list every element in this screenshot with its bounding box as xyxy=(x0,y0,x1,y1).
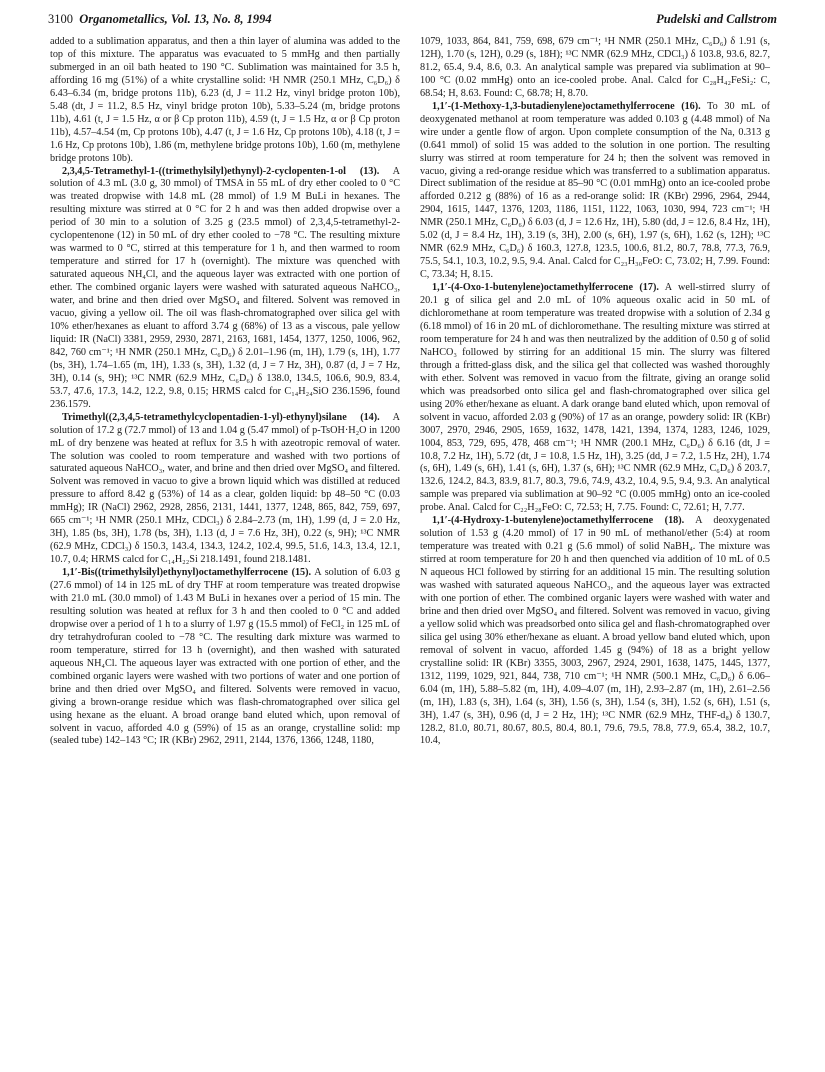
compound-heading: 1,1′-(4-Oxo-1-butenylene)octamethylferrocene (17). xyxy=(432,282,659,294)
running-header xyxy=(48,8,777,30)
paragraph: 1079, 1033, 864, 841, 759, 698, 679 cm⁻¹; ¹H NMR (250.1 MHz, C₆D₆) δ 1.91 (s, 12H), 1.70 (s, 12H), 0.29 (s, 18H); ¹³C NMR (62.9 MHz, CDCl₃) δ 103.8, 93.6, 82.7, 81.2, 65.4, 9.4, 8.6, 0.3. An analytical sample was prepared via sublimation at 90–100 °C (0.02 mmHg) onto an ice-cooled probe. Anal. Calcd for C₂₈H₄₂FeSi₂: C, 68.54; H, 8.63. Found: C, 68.78; H, 8.70. xyxy=(420,36,770,99)
paragraph xyxy=(50,567,400,748)
header-authors: Pudelski and Callstrom xyxy=(656,12,777,26)
compound-heading: 2,3,4,5-Tetramethyl-1-((trimethylsilyl)ethynyl)-2-cyclopenten-1-ol (13). xyxy=(62,165,380,177)
page-number: 3100 xyxy=(48,12,73,26)
paragraph xyxy=(420,515,770,748)
compound-heading: 1,1′-(4-Hydroxy-1-butenylene)octamethylferrocene (18). xyxy=(432,515,685,527)
paragraph: added to a sublimation apparatus, and then a thin layer of alumina was added to the top of this mixture. The apparatus was evacuated to 5 mmHg and then partially submerged in an oil bath heated to 190 °C. Sublimation was maintained for 3.5 h, affording 16 mg (51%) of a white crystalline solid: ¹H NMR (250.1 MHz, C₆D₆) δ 6.43–6.34 (m, bridge protons 11b), 6.23 (d, J = 11.2 Hz, vinyl bridge proton 10b), 5.48 (dt, J = 11.2, 8.5 Hz, vinyl bridge proton 10b), 5.33–5.24 (m, bridge protons 11b), 4.61 (t, J = 1.5 Hz, α or β Cp proton 11b), 4.59 (t, J = 1.5 Hz, α or β Cp proton 11b), 4.57–4.54 (m, Cp protons 10b), 4.47 (t, J = 1.6 Hz, Cp protons 10b), 4.18 (t, J = 1.6 Hz, Cp protons 10b), 1.86 (m, methylene bridge protons 10b), 1.60 (m, methylene bridge protons 10b). xyxy=(50,36,400,164)
journal-citation: Organometallics, Vol. 13, No. 8, 1994 xyxy=(79,12,272,26)
header-left xyxy=(48,12,272,27)
paragraph xyxy=(50,166,400,412)
paragraph-body: A solution of 17.2 g (72.7 mmol) of 13 and 1.04 g (5.47 mmol) of p-TsOH·H₂O in 1200 mL of dry benzene was heated at reflux for 3.5 h with azeotropic removal of water. The solution was cooled to room temperature and washed with two portions of saturated aqueous NaHCO₃, water, and brine and then dried over MgSO₄ and filtered. Solvent was removed in vacuo to give a brown liquid which was distilled at reduced pressure to afford 8.42 g (53%) of 14 as a clear, golden liquid: bp 48–50 °C (0.03 mmHg); IR (NaCl) 2962, 2928, 2856, 2131, 1441, 1377, 1248, 865, 842, 759, 697, 665 cm⁻¹; ¹H NMR (250.1 MHz, CDCl₃) δ 2.84–2.73 (m, 1H), 1.99 (d, J = 2.0 Hz, 3H), 1.85 (bs, 3H), 1.78 (bs, 3H), 1.13 (d, J = 7.6 Hz, 3H), 0.22 (s, 9H); ¹³C NMR (62.9 MHz, CDCl₃) δ 150.3, 143.4, 134.3, 124.2, 102.4, 99.5, 51.6, 14.3, 13.4, 12.1, 10.7, 0.4; HRMS calcd for C₁₄H₂₂Si 218.1491, found 218.1481. xyxy=(50,411,400,566)
right-column xyxy=(420,36,770,748)
compound-heading: 1,1′-Bis((trimethylsilyl)ethynyl)octamethylferrocene (15). xyxy=(62,567,312,579)
paragraph xyxy=(420,282,770,515)
paragraph-body: A deoxygenated solution of 1.53 g (4.20 mmol) of 17 in 90 mL of methanol/ether (5:4) at room temperature was treated with 0.21 g (5.6 mmol) of solid NaBH₄. The mixture was stirred at room temperature for 20 h and then quenched via addition of 10 mL of 0.5 N aqueous HCl followed by stirring for an additional 15 min. The resulting solution was washed with saturated aqueous NaHCO₃, and the aqueous layer was extracted with one portion of ether. The combined organic layers were washed with water and brine and then dried over MgSO₄ and filtered. Solvent was removed in vacuo, giving a yellow solid which was preadsorbed onto silica gel and flash-chromatographed over silica gel using 30% ether/hexane as eluant. A broad yellow band eluted which, upon removal of solvent in vacuo, afforded 1.45 g (94%) of 18 as a bright yellow crystalline solid: IR (KBr) 3355, 3003, 2967, 2924, 2901, 1638, 1475, 1445, 1377, 1312, 1199, 1029, 921, 844, 738, 710 cm⁻¹; ¹H NMR (500.1 MHz, C₆D₆) δ 6.06–6.04 (m, 1H), 5.88–5.82 (m, 1H), 4.09–4.07 (m, 1H), 2.93–2.87 (m, 1H), 2.61–2.56 (m, 1H), 1.83 (s, 3H), 1.64 (s, 3H), 1.56 (s, 3H), 1.54 (s, 3H), 1.52 (s, 6H), 1.51 (s, 3H), 1.47 (s, 3H), 0.96 (d, J = 2 Hz, 1H); ¹³C NMR (62.9 MHz, THF-d₈) δ 130.7, 128.2, 81.0, 80.71, 80.67, 80.5, 80.4, 80.1, 79.6, 79.5, 78.8, 77.9, 65.4, 38.2, 10.7, 10.4, xyxy=(420,515,771,747)
paragraph-body: To 30 mL of deoxygenated methanol at room temperature was added 0.103 g (4.48 mmol) of Na wire under a gentle flow of argon. Upon complete consumption of the Na, 0.313 g (0.641 mmol) of solid 15 was added to the solution in one portion. The resulting slurry was stirred at room temperature for 24 h; then the solvent was removed in vacuo, giving a red-orange residue which was transferred to a sublimation apparatus. Direct sublimation of the residue at 85–90 °C (0.01 mmHg) onto an ice-cooled probe afforded 0.212 g (88%) of 16 as a red-orange solid: IR (KBr) 2996, 2964, 2944, 2904, 1615, 1447, 1376, 1203, 1186, 1151, 1122, 1063, 1030, 994, 723 cm⁻¹; ¹H NMR (250.1 MHz, C₆D₆) δ 6.03 (d, J = 12.6 Hz, 1H), 5.80 (dd, J = 12.6, 8.4 Hz, 1H), 5.02 (d, J = 8.4 Hz, 1H), 3.19 (s, 3H), 2.00 (s, 6H), 1.97 (s, 6H), 1.62 (s, 12H); ¹³C NMR (62.9 MHz, C₆D₆) δ 160.3, 127.8, 123.5, 100.6, 81.2, 80.7, 78.8, 77.3, 76.9, 75.5, 54.1, 10.3, 10.2, 9.5, 9.4. Anal. Calcd for C₂₃H₃₀FeO: C, 73.02; H, 7.99. Found: C, 73.34; H, 8.15. xyxy=(420,100,770,281)
paragraph xyxy=(50,412,400,567)
paragraph-body: A solution of 6.03 g (27.6 mmol) of 14 in 125 mL of dry THF at room temperature was treated dropwise with 21.0 mL (30.0 mmol) of 1.43 M BuLi in hexanes over a period of 15 min. The resulting solution was heated at reflux for 3 h and then cooled to 0 °C and added dropwise over a period of 1 h to a slurry of 1.97 g (15.5 mmol) of FeCl₂ in 125 mL of dry tetrahydrofuran cooled to −78 °C. The resulting dark mixture was warmed to room temperature, stirred for 13 h (overnight), and then washed with saturated aqueous NH₄Cl. The aqueous layer was extracted with one portion of ether, and the combined organic layers were washed with two portions of water and one portion of brine and then dried over MgSO₄ and filtered. Solvents were removed in vacuo, giving a brown-orange residue which was flash-chromatographed over silica gel using hexane as the eluant. A broad orange band eluted which, upon removal of solvent in vacuo, afforded 4.0 g (59%) of 15 as an orange, crystalline solid: mp (sealed tube) 142–143 °C; IR (KBr) 2962, 2911, 2144, 1376, 1366, 1248, 1180, xyxy=(50,567,400,747)
left-column xyxy=(50,36,400,748)
paragraph-body: A well-stirred slurry of 20.1 g of silica gel and 2.0 mL of 10% aqueous oxalic acid in 50 mL of dichloromethane at room temperature was treated dropwise with a solution of 2.34 g (6.18 mmol) of 16 in 20 mL of dichloromethane. The resulting mixture was stirred at room temperature for 24 h and was then neutralized by the addition of 0.50 g of solid NaHCO₃ followed by stirring for an additional 15 min. The slurry was filtered through a fritted-glass disk, and the silica gel that collected was washed thoroughly with ether. Solvent was removed in vacuo from the filtrate, giving an orange solid which was preadsorbed onto silica gel and flash-chromatographed over silica gel using 20% ether/hexane as eluant. A dark orange band eluted which, upon removal of solvent in vacuo, afforded 2.03 g (90%) of 17 as an orange, powdery solid: IR (KBr) 3007, 2970, 2946, 2905, 1659, 1632, 1478, 1421, 1394, 1374, 1283, 1246, 1029, 1004, 853, 729, 695, 478, 468 cm⁻¹; ¹H NMR (200.1 MHz, C₆D₆) δ 6.16 (dt, J = 10.8, 7.2 Hz, 1H), 5.72 (dt, J = 10.8, 1.5 Hz, 1H), 3.25 (dd, J = 7.2, 1.5 Hz, 2H), 1.74 (s, 6H), 1.49 (s, 6H), 1.41 (s, 6H), 1.37 (s, 6H); ¹³C NMR (62.9 MHz, C₆D₆) δ 203.7, 132.6, 124.2, 84.3, 83.9, 81.7, 80.3, 79.6, 74.9, 43.2, 10.4, 9.5, 9.4, 9.3. An analytical sample was prepared via sublimation at 90–92 °C (0.005 mmHg) onto an ice-cooled probe. Anal. Calcd for C₂₂H₂₈FeO: C, 72.53; H, 7.75. Found: C, 72.61; H, 7.77. xyxy=(420,282,770,514)
paragraph-body: A solution of 4.3 mL (3.0 g, 30 mmol) of TMSA in 55 mL of dry ether cooled to 0 °C was treated dropwise with 14.8 mL (28 mmol) of 1.9 M BuLi in hexanes. The resulting mixture was stirred at 0 °C for 2 h and was then added dropwise over a period of 30 min to a solution of 3.25 g (23.5 mmol) of 2,3,4,5-tetramethyl-2-cyclopentenone (12) in 50 mL of dry ether cooled to −78 °C. The resulting mixture was warmed to 0 °C, stirred at this temperature for 1 h, and then warmed to room temperature and stirred for 17 h (overnight). The mixture was quenched with saturated aqueous NH₄Cl, and the aqueous layer was extracted with one portion of ether. The combined organic layers were washed with saturated aqueous NaHCO₃, water, and brine and then dried over MgSO₄ and filtered. Solvent was removed in vacuo, giving a yellow oil. The oil was flash-chromatographed over silica gel with 10% ether/hexanes as eluant to afford 3.74 g (68%) of 13 as a viscous, pale yellow liquid: IR (NaCl) 3381, 2959, 2930, 2871, 2163, 1681, 1454, 1377, 1250, 1006, 962, 842, 760 cm⁻¹; ¹H NMR (250.1 MHz, C₆D₆) δ 2.01–1.96 (m, 1H), 1.79 (s, 1H), 1.77 (bs, 3H), 1.74–1.65 (m, 1H), 1.33 (s, 3H), 1.32 (d, J = 7 Hz, 3H), 0.87 (d, J = 7 Hz, 3H), 0.14 (s, 9H); ¹³C NMR (62.9 MHz, C₆D₆) δ 138.0, 134.5, 106.6, 90.9, 83.4, 53.7, 47.6, 17.3, 14.2, 12.2, 9.8, 0.15; HRMS calcd for C₁₄H₂₄SiO 236.1596, found 236.1579. xyxy=(50,165,400,410)
paragraph xyxy=(420,101,770,282)
compound-heading: Trimethyl((2,3,4,5-tetramethylcyclopentadien-1-yl)-ethynyl)silane (14). xyxy=(62,411,380,423)
compound-heading: 1,1′-(1-Methoxy-1,3-butadienylene)octamethylferrocene (16). xyxy=(432,100,701,112)
